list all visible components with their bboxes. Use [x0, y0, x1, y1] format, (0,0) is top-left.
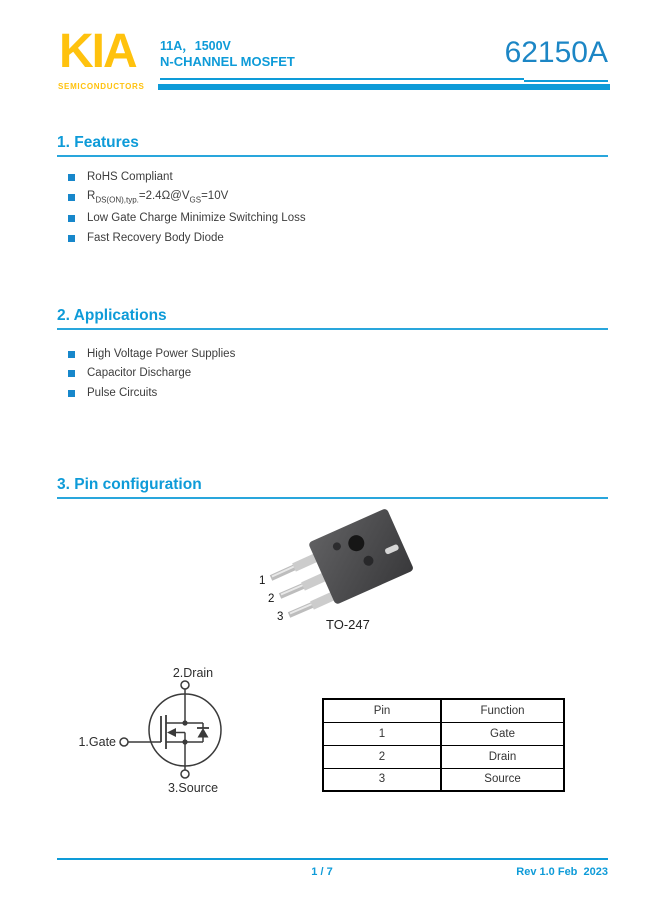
- pin-configuration-rule: [57, 497, 608, 499]
- kia-logo: KIA: [59, 25, 136, 78]
- pin-configuration-heading: 3. Pin configuration: [57, 476, 202, 493]
- bullet-square-icon: [68, 194, 75, 201]
- table-header-row: [323, 699, 564, 722]
- features-heading: 1. Features: [57, 134, 139, 151]
- pin-cell: 1: [323, 722, 441, 745]
- application-item: Capacitor Discharge: [68, 366, 191, 380]
- header-rule-thick: [158, 84, 610, 90]
- pin-cell: 3: [323, 768, 441, 791]
- header-rating-line: 11A，1500V: [160, 39, 231, 53]
- features-rule: [57, 155, 608, 157]
- package-name-label: TO-247: [326, 617, 370, 632]
- feature-item-rds-on: [68, 190, 228, 204]
- lead-label-3: 3: [277, 611, 284, 623]
- pin-cell: 2: [323, 745, 441, 768]
- header-device-type: N-CHANNEL MOSFET: [160, 54, 295, 69]
- symbol-label-source: 3.Source: [167, 781, 219, 795]
- symbol-label-drain: 2.Drain: [172, 666, 214, 680]
- function-cell: Source: [441, 768, 564, 791]
- lead-label-2: 2: [268, 593, 275, 605]
- col-header-pin: Pin: [323, 699, 441, 722]
- table-row: [323, 722, 564, 745]
- footer-rule: [57, 858, 608, 860]
- applications-rule: [57, 328, 608, 330]
- rds-on-spec: $R_{DS(ON),typ.}=2.4\Omega@V_{GS}=10V$: [87, 189, 229, 205]
- bullet-square-icon: [68, 174, 75, 181]
- header-rule-thin-left: [160, 78, 524, 80]
- mosfet-symbol-diagram: [58, 660, 298, 805]
- bullet-square-icon: [68, 235, 75, 242]
- application-item: High Voltage Power Supplies: [68, 347, 235, 361]
- body-arrow-icon: [167, 728, 176, 737]
- lead-label-1: 1: [259, 575, 266, 587]
- symbol-label-gate: 1.Gate: [78, 735, 116, 749]
- feature-item-rohs: RoHS Compliant: [68, 170, 173, 184]
- bullet-square-icon: [68, 351, 75, 358]
- kia-logo-subtext: SEMICONDUCTORS: [58, 82, 145, 91]
- part-number: 62150A: [504, 36, 608, 69]
- table-row: [323, 745, 564, 768]
- applications-heading: 2. Applications: [57, 307, 167, 324]
- package-body: [308, 508, 414, 605]
- bullet-square-icon: [68, 390, 75, 397]
- function-cell: Drain: [441, 745, 564, 768]
- pin-function-table: [322, 698, 565, 792]
- revision-label: Rev 1.0 Feb 2023: [516, 866, 608, 878]
- application-item: Pulse Circuits: [68, 386, 157, 400]
- col-header-function: Function: [441, 699, 564, 722]
- to-247-package-image: [250, 508, 430, 638]
- page-indicator: 1 / 7: [311, 866, 333, 878]
- function-cell: Gate: [441, 722, 564, 745]
- bullet-square-icon: [68, 215, 75, 222]
- feature-item-gate-charge: Low Gate Charge Minimize Switching Loss: [68, 211, 306, 225]
- header-rule-thin-right: [524, 80, 608, 82]
- feature-item-body-diode: Fast Recovery Body Diode: [68, 231, 224, 245]
- bullet-square-icon: [68, 370, 75, 377]
- table-row: [323, 768, 564, 791]
- diode-triangle-icon: [198, 728, 209, 738]
